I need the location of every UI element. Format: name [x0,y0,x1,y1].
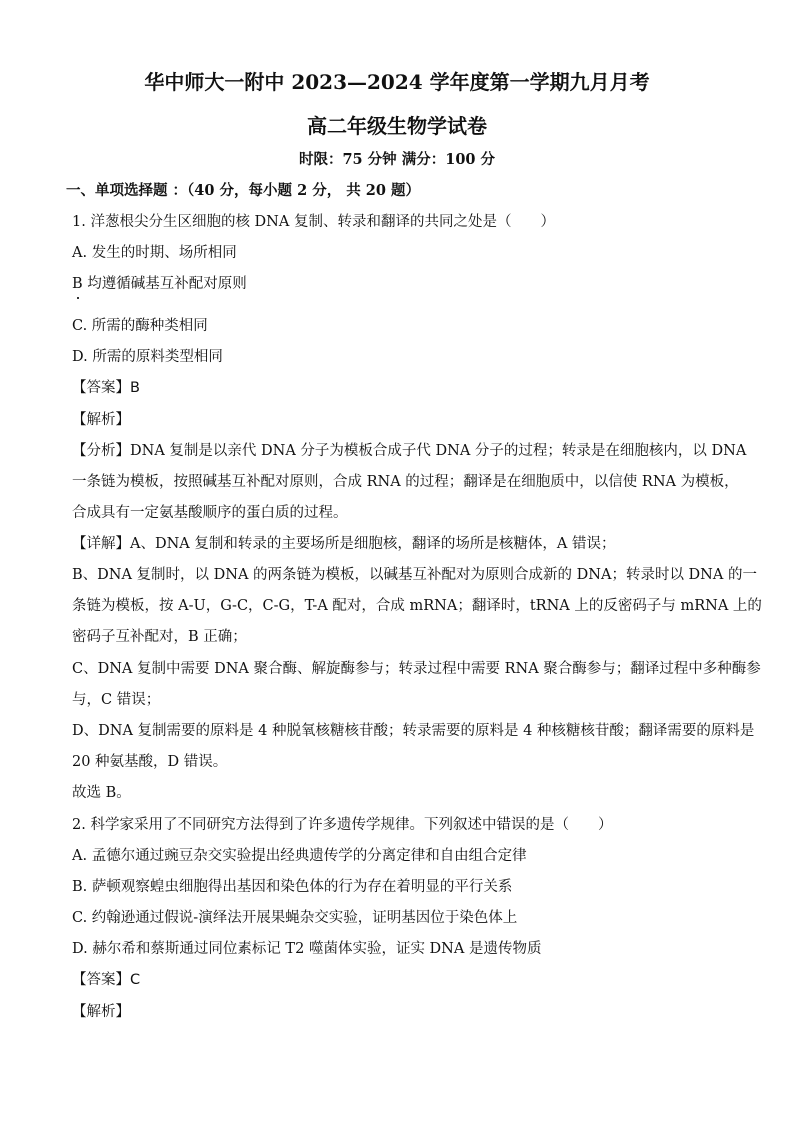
q1-detail-line: 【详解】A、DNA 复制和转录的主要场所是细胞核，翻译的场所是核糖体，A 错误； [72,536,616,552]
q2-option-d: D. 赫尔希和蔡斯通过同位素标记 T2 噬菌体实验，证实 DNA 是遗传物质 [72,941,542,957]
exam-meta: 时限：75 分钟 满分：100 分 [298,151,496,168]
q1-detail-line: 密码子互补配对，B 正确； [72,629,247,645]
q1-detail-line: 与，C 错误； [72,692,161,708]
q1-detail-line: C、DNA 复制中需要 DNA 聚合酶、解旋酶参与；转录过程中需要 RNA 聚合酶参与；翻译过程中多种酶参 [72,661,761,677]
q1-analysis-line: 【分析】DNA 复制是以亲代 DNA 分子为模板合成子代 DNA 分子的过程；转录是在细胞核内，以 DNA [72,443,747,459]
q1-detail-line: D、DNA 复制需要的原料是 4 种脱氧核糖核苷酸；转录需要的原料是 4 种核糖核苷酸；翻译需要的原料是 [72,723,755,739]
q1-option-b: B 均遵循碱基互补配对原则 [72,276,247,292]
q1-analysis-line: 一条链为模板，按照碱基互补配对原则，合成 RNA 的过程；翻译是在细胞质中，以信使 RNA 为模板， [72,474,739,490]
exam-title: 华中师大一附中 2023—2024 学年度第一学期九月月考 [144,70,650,94]
q1-analysis-line: 合成具有一定氨基酸顺序的蛋白质的过程。 [72,505,348,521]
q1-detail-line: B、DNA 复制时，以 DNA 的两条链为模板，以碱基互补配对为原则合成新的 DNA；转录时以 DNA 的一 [72,567,757,583]
q2-option-c: C. 约翰逊通过假说-演绎法开展果蝇杂交实验，证明基因位于染色体上 [72,910,518,926]
q1-answer: 【答案】B [72,380,140,396]
section-heading: 一、单项选择题 ：（40 分，每小题 2 分， 共 20 题） [66,182,421,199]
q1-option-d: D. 所需的原料类型相同 [72,349,223,365]
q1-option-c: C. 所需的酶种类相同 [72,318,208,334]
q1-detail-line: 条链为模板，按 A-U，G-C，C-G，T-A 配对，合成 mRNA；翻译时，tRNA 上的反密码子与 mRNA 上的 [72,598,762,614]
q1-detail-line: 20 种氨基酸，D 错误。 [72,754,228,770]
q1-analysis-label: 【解析】 [72,412,130,428]
q1-option-a: A. 发生的时期、场所相同 [72,245,237,261]
stray-dot-mark [77,297,79,299]
q2-option-b: B. 萨顿观察蝗虫细胞得出基因和染色体的行为存在着明显的平行关系 [72,879,513,895]
exam-subtitle: 高二年级生物学试卷 [307,114,487,138]
q2-option-a: A. 孟德尔通过豌豆杂交实验提出经典遗传学的分离定律和自由组合定律 [72,848,527,864]
q2-analysis-label: 【解析】 [72,1004,130,1020]
q1-stem: 1. 洋葱根尖分生区细胞的核 DNA 复制、转录和翻译的共同之处是（ ） [72,214,555,230]
q2-answer: 【答案】C [72,972,141,988]
q1-conclusion: 故选 B。 [72,785,131,801]
q2-stem: 2. 科学家采用了不同研究方法得到了许多遗传学规律。下列叙述中错误的是（ ） [72,817,613,833]
